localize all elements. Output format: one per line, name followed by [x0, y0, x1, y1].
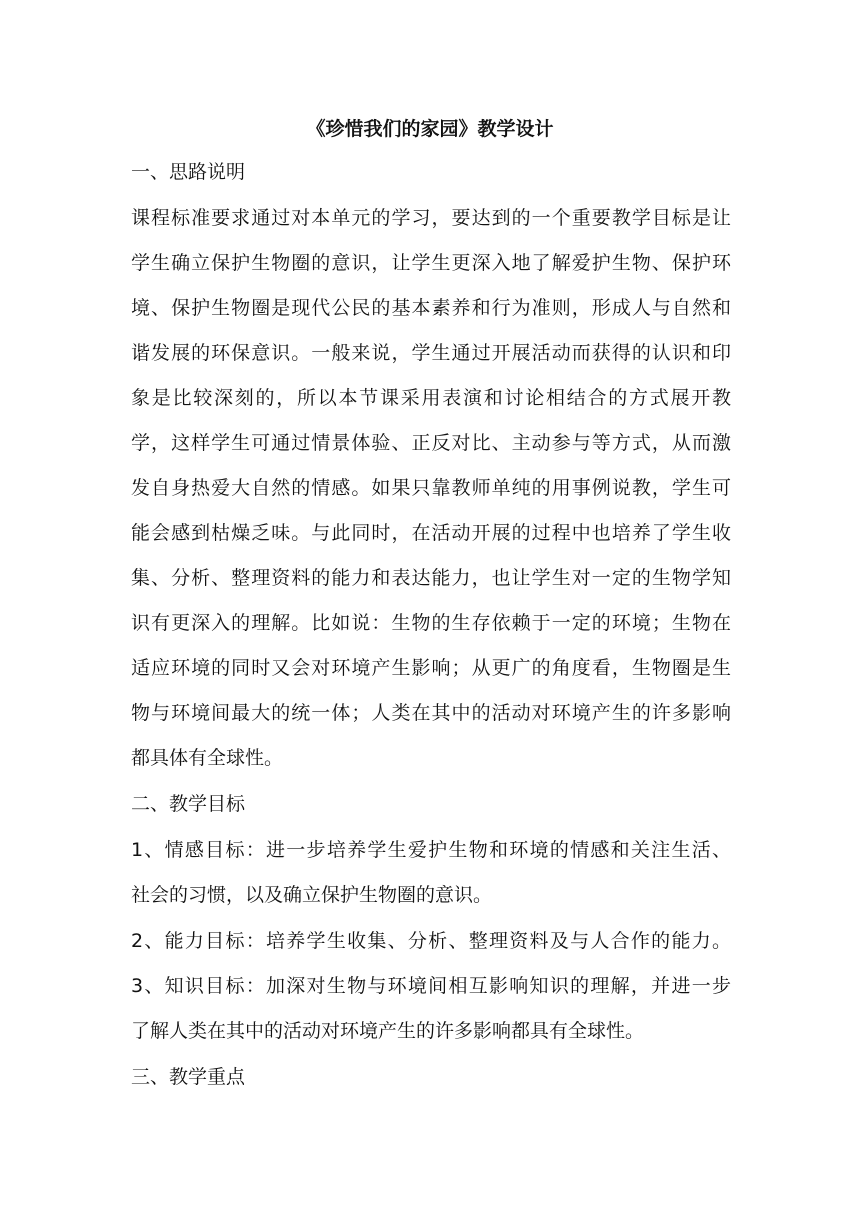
paragraph-line: 发自身热爱大自然的情感。如果只靠教师单纯的用事例说教，学生可: [131, 477, 731, 499]
document-title: 《珍惜我们的家园》教学设计: [306, 118, 554, 140]
objective-line: 2、能力目标：培养学生收集、分析、整理资料及与人合作的能力。: [131, 930, 731, 952]
paragraph-line: 学，这样学生可通过情景体验、正反对比、主动参与等方式，从而激: [131, 432, 731, 454]
objective-line: 社会的习惯，以及确立保护生物圈的意识。: [131, 884, 493, 906]
paragraph-line: 境、保护生物圈是现代公民的基本素养和行为准则，形成人与自然和: [131, 297, 731, 319]
paragraph-line: 集、分析、整理资料的能力和表达能力，也让学生对一定的生物学知: [131, 567, 731, 589]
objective-line: 了解人类在其中的活动对环境产生的许多影响都具有全球性。: [131, 1020, 645, 1042]
paragraph-line: 适应环境的同时又会对环境产生影响；从更广的角度看，生物圈是生: [131, 657, 731, 679]
paragraph-line: 谐发展的环保意识。一般来说，学生通过开展活动而获得的认识和印: [131, 342, 731, 364]
paragraph-line: 学生确立保护生物圈的意识，让学生更深入地了解爱护生物、保护环: [131, 252, 731, 274]
section-heading-approach: 一、思路说明: [131, 161, 246, 183]
paragraph-line: 都具体有全球性。: [131, 747, 284, 769]
paragraph-line: 物与环境间最大的统一体；人类在其中的活动对环境产生的许多影响: [131, 702, 731, 724]
objective-line: 1、情感目标：进一步培养学生爱护生物和环境的情感和关注生活、: [131, 839, 731, 861]
paragraph-line: 能会感到枯燥乏味。与此同时，在活动开展的过程中也培养了学生收: [131, 522, 731, 544]
section-heading-key-points: 三、教学重点: [131, 1066, 246, 1088]
paragraph-line: 识有更深入的理解。比如说：生物的生存依赖于一定的环境；生物在: [131, 612, 731, 634]
objective-line: 3、知识目标：加深对生物与环境间相互影响知识的理解，并进一步: [131, 975, 731, 997]
paragraph-line: 象是比较深刻的，所以本节课采用表演和讨论相结合的方式展开教: [131, 387, 731, 409]
section-heading-objectives: 二、教学目标: [131, 793, 246, 815]
paragraph-line: 课程标准要求通过对本单元的学习，要达到的一个重要教学目标是让: [131, 207, 731, 229]
